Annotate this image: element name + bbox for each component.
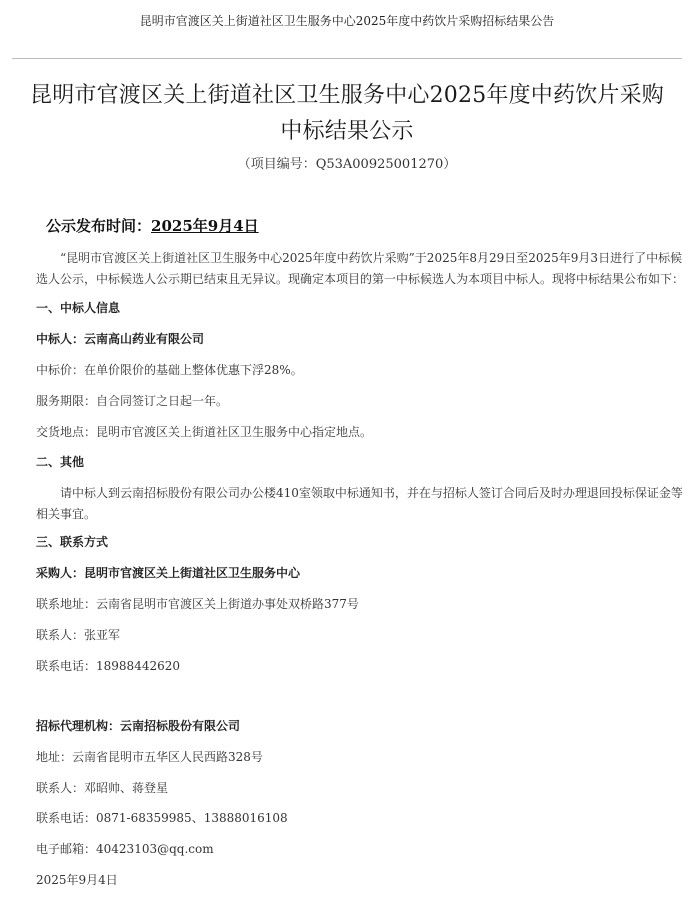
publish-time [46, 214, 259, 238]
delivery-line [36, 422, 372, 442]
agency-contact: 邓昭帅、蒋登星 [84, 781, 169, 795]
publish-time-label: 公示发布时间： [46, 217, 152, 235]
purchaser-label: 采购人： [36, 566, 85, 580]
agency-phone: 0871-68359985、13888016108 [96, 811, 288, 825]
price-line [36, 360, 303, 380]
delivery-label: 交货地点： [36, 425, 97, 439]
agency-address-line [36, 747, 263, 767]
agency-phone-label: 联系电话： [36, 811, 97, 825]
purchaser-contact-line [36, 625, 120, 645]
purchaser-line [36, 563, 300, 583]
term-line [36, 391, 228, 411]
winner-name: 云南高山药业有限公司 [84, 332, 205, 346]
price-label: 中标价： [36, 363, 85, 377]
purchaser-address-label: 联系地址： [36, 597, 97, 611]
intro-paragraph: “昆明市官渡区关上街道社区卫生服务中心2025年度中药饮片采购”于2025年8月29日至2025年9月3日进行了中标候选人公示，中标候选人公示期已结束且无异议。现确定本项目的第一中标候选人为本项目中标人。现将中标结果公布如下： [36, 251, 685, 286]
price-value: 在单价限价的基础上整体优惠下浮28%。 [84, 363, 303, 377]
section2-heading: 二、其他 [36, 455, 85, 469]
agency-contact-line [36, 778, 168, 798]
project-number: （项目编号：Q53A00925001270） [237, 157, 457, 172]
purchaser-phone: 18988442620 [96, 659, 180, 673]
agency-name: 云南招标股份有限公司 [120, 719, 241, 733]
document-title-line1: 昆明市官渡区关上街道社区卫生服务中心2025年度中药饮片采购 [30, 83, 664, 108]
agency-label: 招标代理机构： [36, 719, 121, 733]
winner-line [36, 329, 204, 349]
purchaser-address-line [36, 594, 359, 614]
agency-email: 40423103@qq.com [96, 842, 214, 856]
winner-label: 中标人： [36, 332, 85, 346]
agency-email-line [36, 839, 214, 859]
purchaser-phone-line [36, 656, 180, 676]
header-divider [12, 58, 682, 59]
section3-heading: 三、联系方式 [36, 535, 109, 549]
document-title-line2: 中标结果公示 [280, 119, 414, 144]
agency-address-label: 地址： [36, 750, 73, 764]
purchaser-phone-label: 联系电话： [36, 659, 97, 673]
term-value: 自合同签订之日起一年。 [96, 394, 229, 408]
footer-date: 2025年9月4日 [36, 873, 118, 887]
other-paragraph: 请中标人到云南招标股份有限公司办公楼410室领取中标通知书，并在与招标人签订合同后及时办理退回投标保证金等相关事宜。 [36, 486, 683, 521]
purchaser-contact-label: 联系人： [36, 628, 85, 642]
agency-line [36, 716, 240, 736]
purchaser-name: 昆明市官渡区关上街道社区卫生服务中心 [84, 566, 301, 580]
publish-time-date: 2025年9月4日 [151, 217, 259, 235]
section1-heading: 一、中标人信息 [36, 301, 121, 315]
page-header-title: 昆明市官渡区关上街道社区卫生服务中心2025年度中药饮片采购招标结果公告 [139, 14, 555, 28]
term-label: 服务期限： [36, 394, 97, 408]
agency-contact-label: 联系人： [36, 781, 85, 795]
agency-address: 云南省昆明市五华区人民西路328号 [72, 750, 263, 764]
purchaser-address: 云南省昆明市官渡区关上街道办事处双桥路377号 [96, 597, 359, 611]
delivery-value: 昆明市官渡区关上街道社区卫生服务中心指定地点。 [96, 425, 373, 439]
purchaser-contact: 张亚军 [84, 628, 121, 642]
agency-email-label: 电子邮箱： [36, 842, 97, 856]
agency-phone-line [36, 808, 288, 828]
